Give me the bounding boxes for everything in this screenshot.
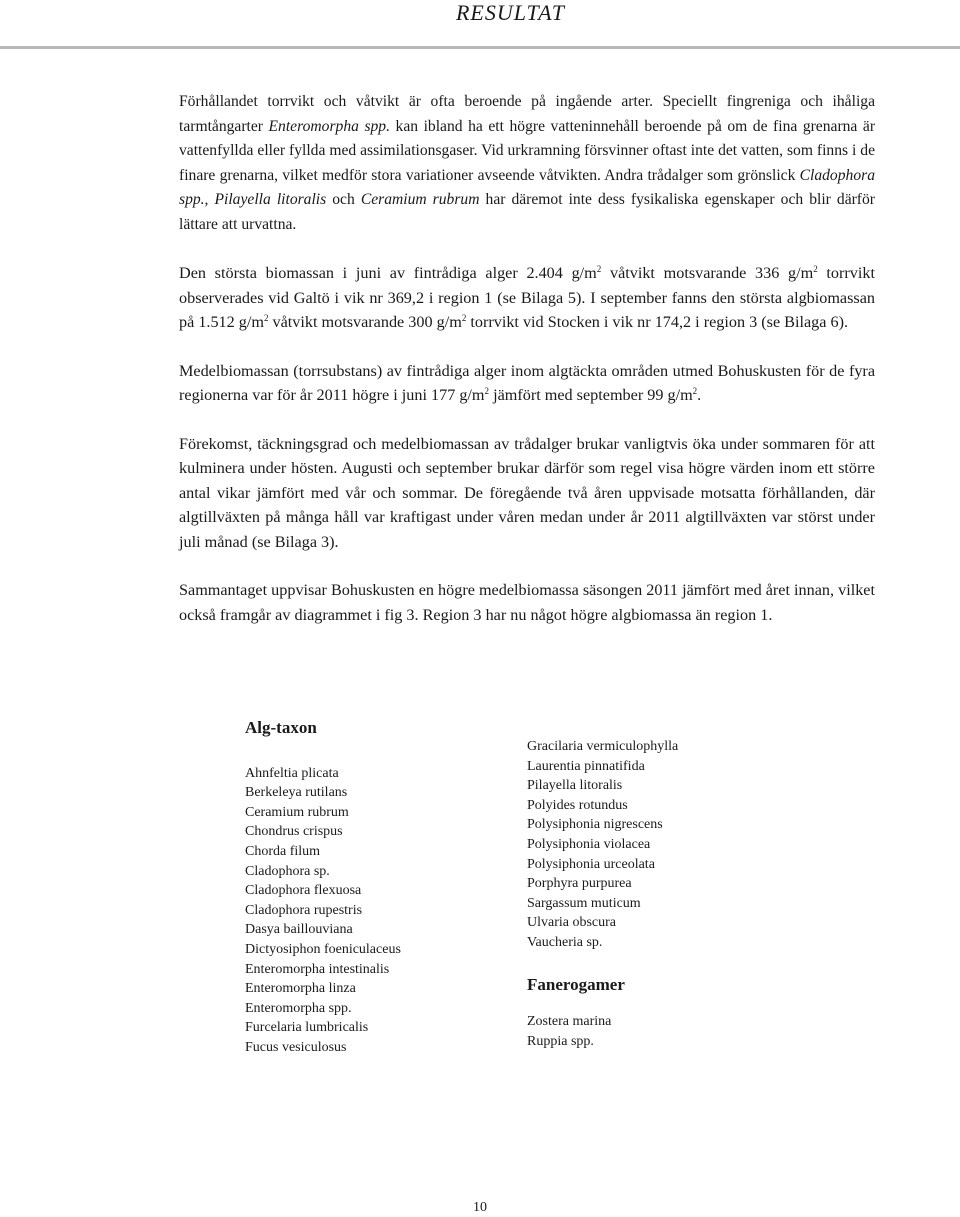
taxon-item: Berkeleya rutilans [245, 785, 348, 801]
italic-taxon: Ceramium rubrum [360, 191, 480, 208]
taxa-list-left [245, 764, 401, 1058]
taxon-item: Enteromorpha intestinalis [245, 961, 390, 977]
taxon-item: Fucus vesiculosus [245, 1039, 347, 1055]
section-title: RESULTAT [455, 0, 565, 25]
taxon-item: Polysiphonia violacea [527, 836, 651, 852]
taxon-item: Polysiphonia nigrescens [527, 817, 663, 833]
taxon-item: Sargassum muticum [527, 895, 641, 911]
paragraph-4: Förekomst, täckningsgrad och medelbiomassan av trådalger brukar vanligtvis öka under sommaren för att kulminera under hösten. Augusti och september brukar därför som regel visa högre värden inom ett större antal vikar jämfört med vår och sommar. De föregående två åren uppvisade motsatta förhållanden, där algtillväxten på många håll var kraftigast under våren medan under år 2011 algtillväxten var störst under juli månad (se Bilaga 3). [179, 434, 875, 551]
text-span: . [697, 386, 702, 404]
text-span: Förhållandet torrvikt och våtvikt är ofta beroende på ingående arter. Speciellt fingreniga och ihåliga tarmtångarter [179, 93, 875, 135]
taxon-item: Zostera marina [527, 1014, 612, 1030]
text-span: har däremot inte dess fysikaliska egenskaper och blir därför lättare att urvattna. [179, 191, 875, 233]
superscript: 2 [263, 313, 269, 323]
taxon-item: Polysiphonia urceolata [527, 856, 655, 872]
superscript: 2 [461, 313, 467, 323]
superscript: 2 [596, 264, 602, 274]
body-text [179, 90, 875, 651]
superscript: 2 [692, 386, 698, 396]
text-span: torrvikt observerades vid Galtö i vik nr 369,2 i region 1 (se Bilaga 5). I september fanns den största algbiomassan på 1.512 g/m [179, 264, 875, 331]
taxon-item: Chondrus crispus [245, 824, 343, 840]
page-number: 10 [473, 1200, 487, 1215]
text-span: Medelbiomassan (torrsubstans) av fintrådiga alger inom algtäckta områden utmed Bohuskusten för de fyra regionerna var för år 2011 högre i juni 177 g/m [179, 361, 875, 404]
paragraph-5: Sammantaget uppvisar Bohuskusten en högre medelbiomassa säsongen 2011 jämfört med året innan, vilket också framgår av diagrammet i fig 3. Region 3 har nu något högre algbiomassa än region 1. [179, 581, 875, 624]
taxa-column-right [527, 737, 678, 1051]
italic-taxon: Enteromorpha spp. [268, 117, 391, 135]
taxon-item: Dasya baillouviana [245, 922, 353, 938]
fanerogamer-heading: Fanerogamer [527, 974, 625, 994]
taxon-item: Enteromorpha linza [245, 981, 356, 997]
taxon-item: Ahnfeltia plicata [245, 765, 339, 781]
fanerogamer-list [527, 1012, 678, 1051]
text-span: Den största biomassan i juni av fintrådiga alger 2.404 g/m [179, 264, 597, 282]
superscript: 2 [813, 264, 818, 274]
taxon-item: Ruppia spp. [527, 1033, 594, 1049]
taxon-item: Gracilaria vermiculophylla [527, 739, 679, 754]
taxon-item: Laurentia pinnatifida [527, 758, 645, 774]
text-span: och [326, 191, 361, 208]
text-span: torrvikt vid Stocken i vik nr 174,2 i region 3 (se Bilaga 6). [466, 313, 849, 331]
taxa-list-right [527, 737, 678, 953]
taxon-item: Furcelaria lumbricalis [245, 1020, 369, 1036]
taxon-item: Cladophora sp. [245, 863, 330, 879]
text-span: kan ibland ha ett högre vatteninnehåll beroende på om de fina grenarna är vattenfyllda eller fyllda med assimilationsgaser. Vid urkramning försvinner oftast inte det vatten, som finns i de finare grenarna, vilket medför stora variationer avseende våtvikten. Andra trådalger som grönslick [179, 117, 876, 184]
taxon-item: Polyides rotundus [527, 797, 628, 813]
taxon-item: Enteromorpha spp. [245, 1000, 352, 1016]
taxon-item: Dictyosiphon foeniculaceus [245, 941, 401, 957]
paragraph-1 [179, 90, 875, 237]
taxon-item: Chorda filum [245, 843, 321, 859]
taxon-item: Cladophora flexuosa [245, 883, 362, 899]
paragraph-3 [179, 359, 875, 408]
taxon-item: Pilayella litoralis [527, 778, 623, 794]
taxon-item: Ceramium rubrum [245, 804, 349, 820]
alg-taxon-heading: Alg-taxon [245, 718, 317, 737]
taxon-item: Cladophora rupestris [245, 902, 363, 918]
superscript: 2 [484, 386, 490, 396]
header-divider [0, 46, 960, 49]
paragraph-2 [179, 261, 875, 335]
taxon-item: Ulvaria obscura [527, 915, 617, 931]
italic-taxon: Cladophora spp., Pilayella litoralis [179, 166, 875, 208]
taxa-column-left [245, 718, 401, 1058]
text-span: jämfört med september 99 g/m [489, 386, 693, 404]
taxon-item: Porphyra purpurea [527, 876, 632, 892]
text-span: våtvikt motsvarande 300 g/m [268, 313, 462, 331]
page-header [0, 0, 960, 52]
text-span: våtvikt motsvarande 336 g/m [601, 264, 814, 282]
taxon-item: Vaucheria sp. [527, 934, 603, 950]
